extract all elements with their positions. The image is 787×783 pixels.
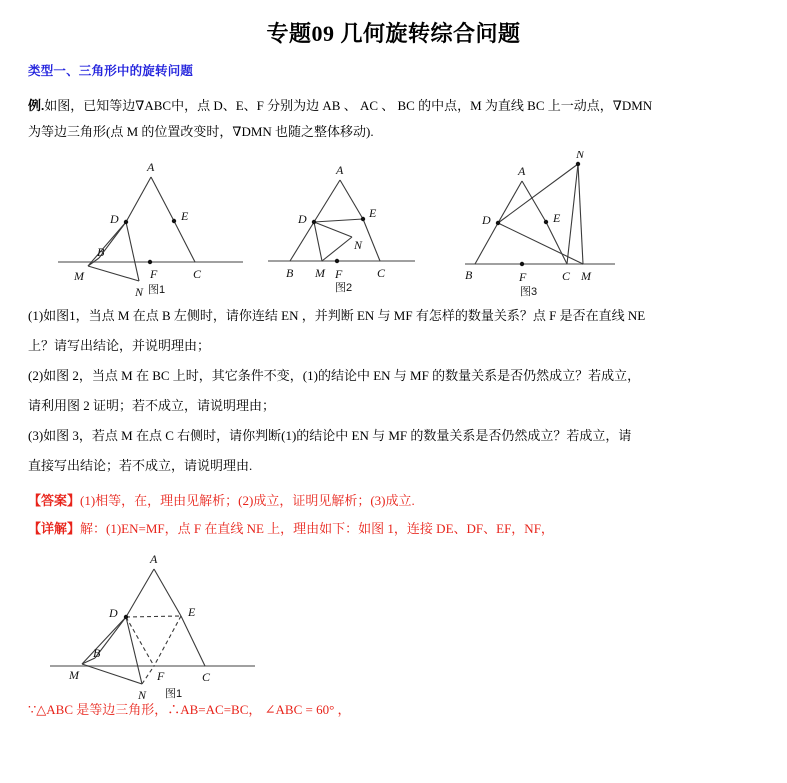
edge-DB [475, 223, 498, 264]
answer-text: (1)相等，在，理由见解析；(2)成立，证明见解析；(3)成立. [80, 493, 415, 508]
edge-AD [126, 177, 151, 222]
detail-text: 解：(1)EN=MF，点 F 在直线 NE 上，理由如下：如图 1，连接 DE、DF、EF，NF， [80, 521, 554, 536]
point-label-F: F [519, 270, 527, 284]
edge-DE [314, 219, 363, 222]
point-label-E: E [188, 605, 196, 619]
example-label: 例. [28, 98, 45, 113]
edge-NF-dashed [142, 666, 154, 684]
section-title: 类型一、三角形中的旋转问题 [28, 64, 194, 78]
figure-1-svg [28, 151, 248, 301]
question-2-line1: (2)如图 2，当点 M 在 BC 上时，其它条件不变，(1)的结论中 EN 与 MF 的数量关系是否仍然成立？若成立， [28, 368, 641, 383]
point-label-D: D [109, 606, 118, 620]
edge-DM [82, 617, 126, 664]
example-paragraph-line2: 为等边三角形(点 M 的位置改变时，∇DMN 也随之整体移动). [28, 124, 374, 139]
edge-AE [340, 180, 363, 219]
figure-detail-row [0, 547, 787, 702]
point-label-C: C [193, 267, 202, 281]
example-paragraph-line1 [28, 93, 759, 119]
point-dot-D [124, 615, 128, 619]
point-label-N: N [135, 285, 144, 299]
detail-line [28, 515, 759, 543]
edge-MN [88, 266, 139, 281]
point-dot-D [312, 220, 316, 224]
point-label-A: A [336, 163, 344, 177]
point-label-N: N [138, 688, 147, 702]
edge-EC [546, 222, 567, 264]
figure-caption: 图3 [520, 286, 538, 298]
edge-EC [174, 221, 195, 262]
edge-DN [498, 164, 578, 223]
question-3 [28, 421, 759, 481]
figure-detail-svg [30, 547, 270, 707]
point-label-D: D [298, 212, 307, 226]
point-label-B: B [465, 268, 473, 282]
point-label-F: F [335, 267, 343, 281]
edge-DN [314, 222, 352, 237]
point-label-A: A [518, 164, 526, 178]
figure-3-svg [465, 151, 625, 301]
tail-line: ∵△ABC 是等边三角形，∴AB=AC=BC， ∠ABC = 60° ， [28, 702, 351, 717]
figure-1 [28, 151, 248, 301]
page-title: 专题09 几何旋转综合问题 [266, 21, 521, 46]
edge-EF-dashed [154, 616, 181, 666]
example-text-line1: 如图，已知等边∇ABC中，点 D、E、F 分别为边 AB 、 AC 、 BC 的中点，M 为直线 BC 上一动点，∇DMN [44, 98, 653, 113]
point-label-D: D [482, 213, 491, 227]
figure-3 [465, 151, 625, 301]
point-dot-D [496, 221, 500, 225]
figure-2 [265, 151, 425, 301]
edge-AD [498, 181, 522, 223]
edge-AD [314, 180, 340, 222]
edge-NM [578, 164, 583, 264]
point-label-E: E [553, 211, 561, 225]
edge-AE [151, 177, 174, 221]
point-label-B: B [97, 245, 105, 259]
edge-DE-dashed [126, 616, 181, 617]
point-dot-D [124, 220, 128, 224]
figure-caption: 图1 [165, 688, 183, 700]
answer-line [28, 487, 759, 515]
edge-EC [181, 616, 205, 666]
edge-MN [82, 664, 142, 684]
document-page [0, 10, 787, 783]
point-dot-E [361, 217, 365, 221]
edge-NC [567, 164, 578, 264]
figure-caption: 图1 [148, 284, 166, 296]
question-2 [28, 361, 759, 421]
point-dot-F [335, 259, 339, 263]
question-1-line2: 上？请写出结论，并说明理由； [28, 338, 211, 353]
answer-label: 【答案】 [28, 493, 81, 508]
question-3-line2: 直接写出结论；若不成立，请说明理由. [28, 458, 253, 473]
edge-DF-dashed [126, 617, 154, 666]
point-dot-E [544, 220, 548, 224]
figure-caption: 图2 [335, 282, 353, 294]
detail-label: 【详解】 [28, 521, 81, 536]
point-label-A: A [147, 160, 155, 174]
point-label-N: N [576, 151, 585, 161]
point-label-E: E [181, 209, 189, 223]
edge-EC [363, 219, 380, 261]
edge-DB [290, 222, 314, 261]
edge-DN [126, 617, 142, 684]
edge-DM [88, 222, 126, 266]
question-1-line1: (1)如图1，当点 M 在点 B 左侧时，请你连结 EN ，并判断 EN 与 MF 有怎样的数量关系？点 F 是否在直线 NE [28, 308, 646, 323]
point-label-N: N [354, 238, 363, 252]
edge-AE [154, 569, 181, 616]
point-label-E: E [369, 206, 377, 220]
point-dot-N [576, 162, 580, 166]
edge-MN [322, 237, 352, 261]
point-label-M: M [74, 269, 84, 283]
question-2-line2: 请利用图 2 证明；若不成立，请说明理由； [28, 398, 276, 413]
point-label-C: C [202, 670, 211, 684]
edge-DM [314, 222, 322, 261]
question-3-line1: (3)如图 3，若点 M 在点 C 右侧时，请你判断(1)的结论中 EN 与 MF 的数量关系是否仍然成立？若成立，请 [28, 428, 632, 443]
point-label-M: M [581, 269, 591, 283]
point-label-M: M [69, 668, 79, 682]
point-label-D: D [110, 212, 119, 226]
point-label-F: F [157, 669, 165, 683]
figure-2-svg [265, 151, 425, 301]
edge-AD [126, 569, 154, 617]
point-label-B: B [93, 646, 101, 660]
edge-AE [522, 181, 546, 222]
point-dot-E [172, 219, 176, 223]
point-dot-F [148, 260, 152, 264]
edge-DM [498, 223, 583, 264]
point-label-M: M [315, 266, 325, 280]
point-label-F: F [150, 267, 158, 281]
question-1 [28, 301, 759, 361]
point-label-B: B [286, 266, 294, 280]
point-label-A: A [150, 552, 158, 566]
figure-detail [30, 547, 270, 707]
figure-row [0, 151, 787, 301]
point-label-C: C [377, 266, 386, 280]
point-dot-F [520, 262, 524, 266]
point-label-C: C [562, 269, 571, 283]
edge-DN [126, 222, 139, 281]
